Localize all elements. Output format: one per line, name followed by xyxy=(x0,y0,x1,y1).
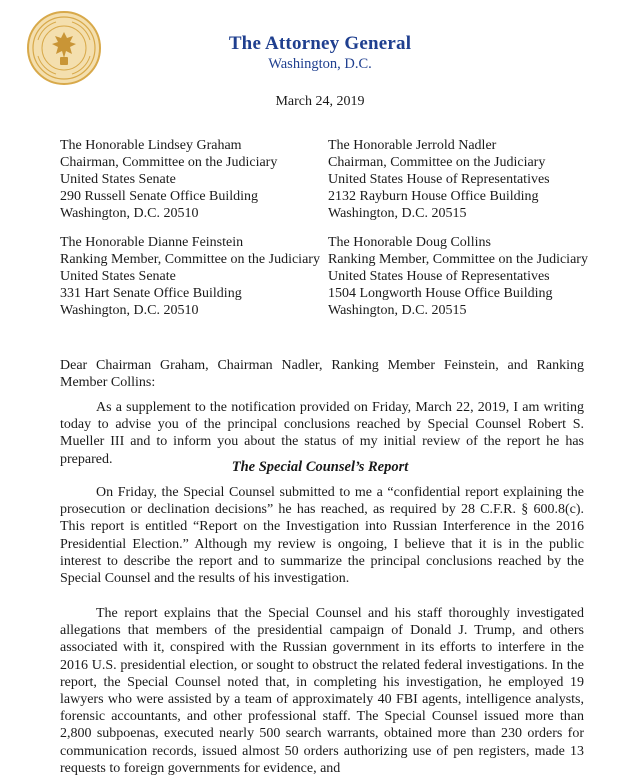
address-line: United States Senate xyxy=(60,172,176,187)
address-line: Washington, D.C. 20515 xyxy=(328,206,467,221)
section-heading: The Special Counsel’s Report xyxy=(231,459,409,475)
intro-paragraph-block xyxy=(60,399,584,468)
address-line: Chairman, Committee on the Judiciary xyxy=(60,155,278,170)
address-line: Ranking Member, Committee on the Judiciary xyxy=(328,252,588,267)
address-line: Chairman, Committee on the Judiciary xyxy=(328,155,546,170)
letter-salutation-block xyxy=(60,357,584,391)
address-line: 1504 Longworth House Office Building xyxy=(328,286,553,301)
address-line: The Honorable Doug Collins xyxy=(328,235,491,250)
address-line: 331 Hart Senate Office Building xyxy=(60,286,242,301)
address-line: The Honorable Dianne Feinstein xyxy=(60,235,244,250)
address-line: Ranking Member, Committee on the Judiciary xyxy=(60,252,320,267)
letterhead-title: The Attorney General xyxy=(228,33,412,54)
paragraph-1-block xyxy=(60,484,584,587)
address-line: United States House of Representatives xyxy=(328,172,550,187)
address-line: The Honorable Jerrold Nadler xyxy=(328,138,497,153)
letter-date: March 24, 2019 xyxy=(275,94,365,109)
address-line: United States House of Representatives xyxy=(328,269,550,284)
body-paragraph: The report explains that the Special Counsel and his staff thoroughly investigated allegations that members of the presidential campaign of Donald J. Trump, and others associated with it, conspired with the Russian government in its efforts to interfere in the 2016 U.S. presidential election, or sought to obstruct the related federal investigations. In the report, the Special Counsel noted that, in completing his investigation, he employed 19 lawyers who were assisted by a team of approximately 40 FBI agents, intelligence analysts, forensic accountants, and other professional staff. The Special Counsel issued more than 2,800 subpoenas, executed nearly 500 search warrants, obtained more than 230 orders for communication records, issued almost 50 orders authorizing use of pen registers, made 13 requests to foreign governments for evidence, and xyxy=(60,606,584,776)
paragraph-2-block xyxy=(60,605,584,777)
recipient-address-nadler xyxy=(328,137,550,222)
address-line: The Honorable Lindsey Graham xyxy=(60,138,242,153)
letterhead-subtitle: Washington, D.C. xyxy=(268,56,372,72)
body-paragraph: On Friday, the Special Counsel submitted to me a “confidential report explaining the prosecution or declination decisions” he has reached, as required by 28 C.F.R. § 600.8(c). This report is entitled “Report on the Investigation into Russian Interference in the 2016 Presidential Election.” Although my review is ongoing, I believe that it is in the public interest to describe the report and to summarize the principal conclusions reached by the Special Counsel and the results of his investigation. xyxy=(60,485,584,587)
address-line: Washington, D.C. 20510 xyxy=(60,303,199,318)
address-line: 290 Russell Senate Office Building xyxy=(60,189,259,204)
address-line: Washington, D.C. 20515 xyxy=(328,303,467,318)
recipient-address-feinstein xyxy=(60,234,320,319)
intro-paragraph: As a supplement to the notification provided on Friday, March 22, 2019, I am writing today to advise you of the principal conclusions reached by Special Counsel Robert S. Mueller III and to inform you about the status of my initial review of the report he has prepared. xyxy=(60,400,584,467)
salutation: Dear Chairman Graham, Chairman Nadler, Ranking Member Feinstein, and Ranking Member Collins: xyxy=(60,358,584,391)
recipient-address-graham xyxy=(60,137,277,222)
address-line: United States Senate xyxy=(60,269,176,284)
address-line: 2132 Rayburn House Office Building xyxy=(328,189,539,204)
recipient-address-collins xyxy=(328,234,588,319)
address-line: Washington, D.C. 20510 xyxy=(60,206,199,221)
